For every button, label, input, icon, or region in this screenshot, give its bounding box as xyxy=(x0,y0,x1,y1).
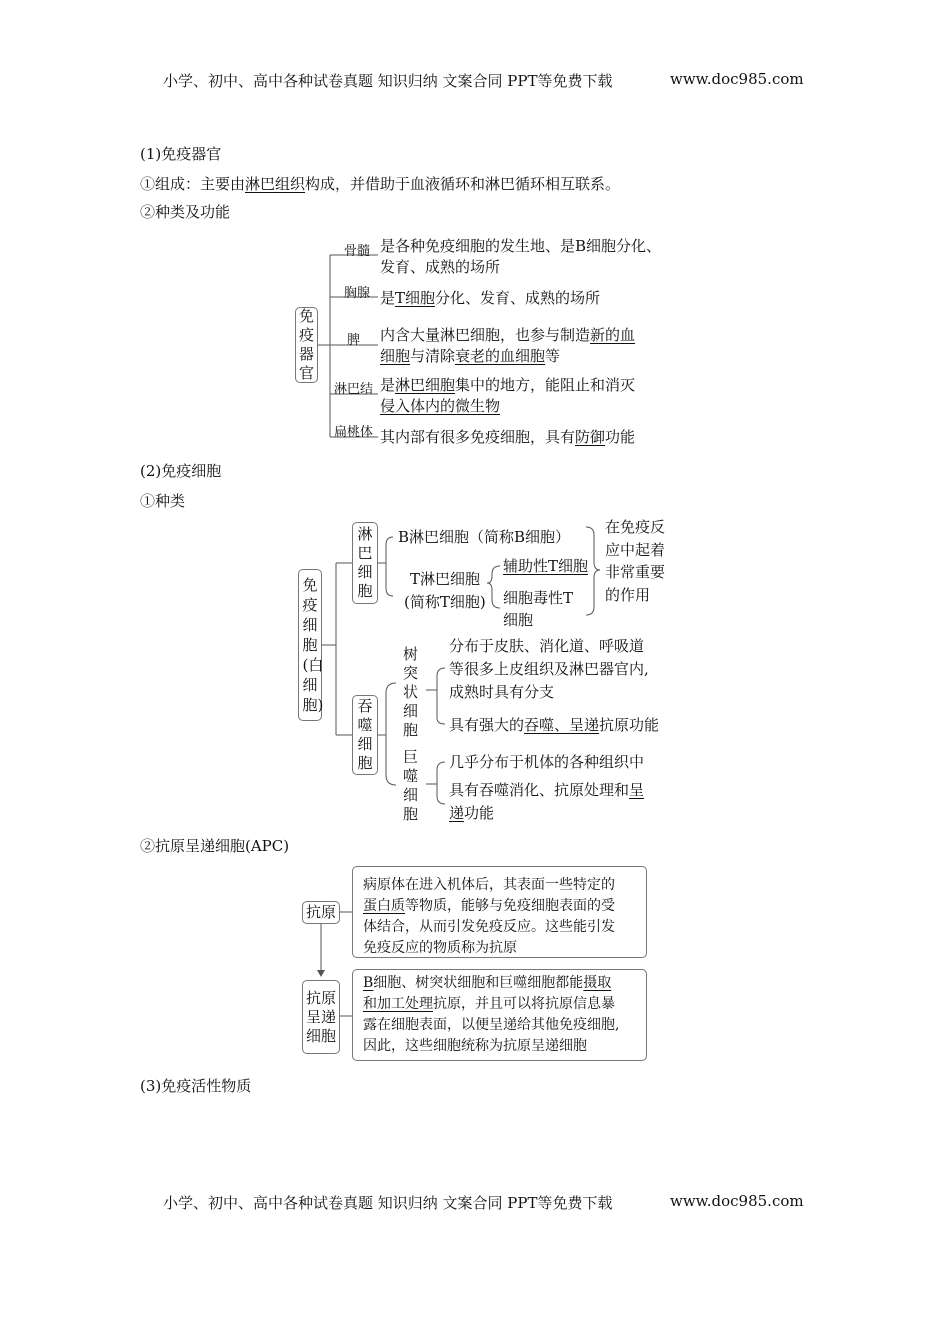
helper-t-label: 辅助性T细胞 xyxy=(503,557,589,575)
role-text: 在免疫反应中起着非常重要的作用 xyxy=(605,518,666,604)
cyto-t-label-1: 细胞毒性T xyxy=(503,589,574,607)
dendritic-desc-3: 成熟时具有分支 xyxy=(449,683,555,701)
apc-def-box: B细胞、树突状细胞和巨噬细胞都能摄取 和加工处理抗原，并且可以将抗原信息暴 露在细胞表面，以便呈递给其他免疫细胞, 因此，这些细胞统称为抗原呈递细胞 xyxy=(352,969,647,1061)
b-cell-label: B淋巴细胞（简称B细胞） xyxy=(398,528,571,546)
spleen-desc-1: 内含大量淋巴细胞，也参与制造新的血 xyxy=(380,326,636,344)
dendritic-desc-1: 分布于皮肤、消化道、呼吸道 xyxy=(449,637,645,655)
organ-label-thymus: 胸腺 xyxy=(344,286,371,301)
cell-types-title: ①种类 xyxy=(140,492,186,510)
organ-label-spleen: 脾 xyxy=(347,333,361,348)
apc-def-line-2: 和加工处理抗原，并且可以将抗原信息暴 xyxy=(363,996,615,1012)
dendritic-desc-2: 等很多上皮组织及淋巴器官内, xyxy=(449,660,649,678)
phagocyte-box: 吞噬细胞 xyxy=(352,695,378,775)
dendritic-desc-4: 具有强大的吞噬、呈递抗原功能 xyxy=(449,716,660,734)
page-header: 小学、初中、高中各种试卷真题 知识归纳 文案合同 PPT等免费下载 xyxy=(163,72,613,90)
bone-marrow-desc-2: 发育、成熟的场所 xyxy=(380,258,501,276)
antigen-def-box: 病原体在进入机体后，其表面一些特定的 蛋白质等物质，能够与免疫细胞表面的受 体结合，从而引发免疫反应。这些能引发 免疫反应的物质称为抗原 xyxy=(352,866,647,958)
antigen-def-line-2: 蛋白质等物质，能够与免疫细胞表面的受 xyxy=(363,898,615,914)
organ-label-bone-marrow: 骨髓 xyxy=(344,244,371,259)
thymus-desc: 是T细胞分化、发育、成熟的场所 xyxy=(380,289,601,307)
types-title: ②种类及功能 xyxy=(140,203,231,221)
lymphocyte-box: 淋巴细胞 xyxy=(352,522,378,604)
tonsil-desc: 其内部有很多免疫细胞，具有防御功能 xyxy=(380,428,636,446)
apc-label-box: 抗原呈递细胞 xyxy=(302,980,340,1054)
section-1-title: (1)免疫器官 xyxy=(140,145,222,163)
header-url: www.doc985.com xyxy=(670,70,804,88)
organ-root-box: 免疫器官 xyxy=(295,307,318,383)
lymph-node-desc-2: 侵入体内的微生物 xyxy=(380,397,501,415)
organ-label-lymph-node: 淋巴结 xyxy=(334,382,374,397)
macro-desc-3: 递功能 xyxy=(449,804,495,822)
footer-url: www.doc985.com xyxy=(670,1192,804,1210)
t-cell-label-1: T淋巴细胞 xyxy=(410,570,481,588)
t-cell-label-2: (简称T细胞) xyxy=(404,593,486,611)
spleen-desc-2: 细胞与清除衰老的血细胞等 xyxy=(380,347,561,365)
macro-desc-2: 具有吞噬消化、抗原处理和呈 xyxy=(449,781,645,799)
dendritic-label: 树突状细胞 xyxy=(403,645,419,739)
page-footer: 小学、初中、高中各种试卷真题 知识归纳 文案合同 PPT等免费下载 xyxy=(163,1194,613,1212)
organ-label-tonsil: 扁桃体 xyxy=(334,425,374,440)
lymph-node-desc-1: 是淋巴细胞集中的地方，能阻止和消灭 xyxy=(380,376,636,394)
bone-marrow-desc-1: 是各种免疫细胞的发生地、是B细胞分化、 xyxy=(380,237,662,255)
apc-def-line-1: B细胞、树突状细胞和巨噬细胞都能摄取 xyxy=(363,975,612,991)
cyto-t-label-2: 细胞 xyxy=(503,611,534,629)
section-3-title: (3)免疫活性物质 xyxy=(140,1077,252,1095)
cell-root-box: 免疫细胞(白细胞) xyxy=(298,569,322,721)
macro-desc-1: 几乎分布于机体的各种组织中 xyxy=(449,753,645,771)
macrophage-label: 巨噬细胞 xyxy=(403,748,419,823)
antigen-label-box: 抗原 xyxy=(302,901,340,924)
composition-line: ①组成：主要由淋巴组织构成，并借助于血液循环和淋巴循环相互联系。 xyxy=(140,175,621,193)
apc-title: ②抗原呈递细胞(APC) xyxy=(140,837,290,855)
section-2-title: (2)免疫细胞 xyxy=(140,462,222,480)
